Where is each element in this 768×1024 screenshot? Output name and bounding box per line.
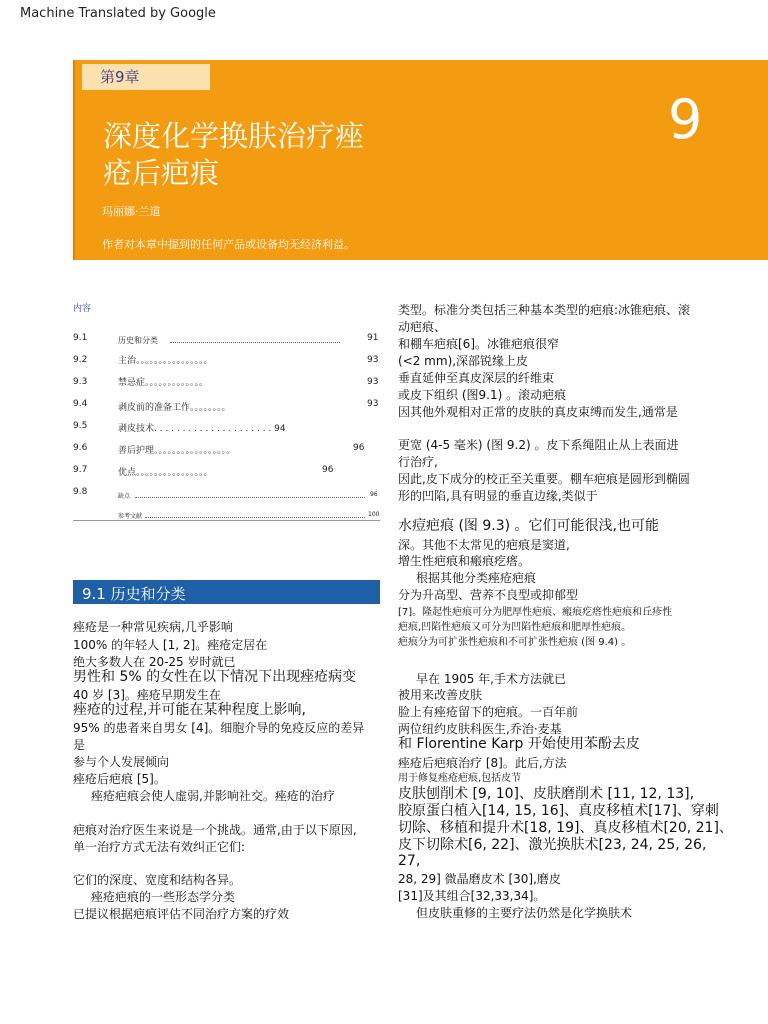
body-line: 根据其他分类痤疮疤痕: [416, 571, 537, 585]
toc-title: 剥皮前的准备工作。。。。。。。。: [118, 403, 231, 413]
toc-num: 9.5: [73, 421, 88, 431]
disclaimer: 作者对本章中提到的任何产品或设备均无经济利益。: [102, 238, 355, 251]
toc-title: 剥皮技术. . . . . . . . . . . . . . . . . . . . . 94: [118, 424, 286, 434]
chapter-title-line1: 深度化学换肤治疗痤: [103, 119, 365, 153]
banner-edge: [73, 60, 75, 260]
body-line: 40 岁 [3]。痤疮早期发生在: [73, 688, 221, 702]
section-title: 9.1 历史和分类: [82, 585, 186, 603]
toc-leader: [145, 517, 365, 518]
body-line: 痤疮疤痕会使人虚弱,并影响社交。痤疮的治疗: [91, 789, 335, 803]
body-line: 但皮肤重修的主要疗法仍然是化学换肤术: [416, 906, 633, 920]
body-line: 垂直延伸至真皮深层的纤维束: [398, 371, 555, 385]
body-line: 参与个人发展倾向: [73, 755, 170, 769]
body-line: 单一治疗方式无法有效纠正它们:: [73, 840, 246, 854]
machine-translated-label: Machine Translated by Google: [20, 6, 216, 21]
toc-page: 96: [370, 491, 378, 498]
toc-page: 96: [353, 443, 365, 453]
body-line: 因此,皮下成分的校正至关重要。棚车疤痕是圆形到椭圆: [398, 472, 690, 486]
body-line: 增生性疤痕和瘢痕疙瘩。: [398, 554, 531, 568]
chapter-number: 9: [668, 88, 703, 151]
body-line: 疤痕对治疗医生来说是一个挑战。通常,由于以下原因,: [73, 823, 357, 837]
body-line: 100% 的年轻人 [1, 2]。痤疮定居在: [73, 638, 268, 652]
chapter-label: 第9章: [100, 68, 140, 86]
body-line: 男性和 5% 的女性在以下情况下出现痤疮病变: [73, 669, 357, 685]
body-line: 和 Florentine Karp 开始使用苯酚去皮: [398, 736, 640, 752]
body-line: 因其他外观相对正常的皮肤的真皮束缚而发生,通常是: [398, 405, 678, 419]
body-line: 分为升高型、营养不良型或抑郁型: [398, 588, 579, 602]
toc-page: 96: [322, 465, 334, 475]
toc-page: 91: [367, 333, 379, 343]
toc-num: 9.4: [73, 399, 88, 409]
toc-num: 9.7: [73, 465, 88, 475]
toc-title: 优点。。。。。。。。。。。。。。。。: [118, 468, 213, 478]
body-line: 两位纽约皮肤科医生,乔治·麦基: [398, 722, 562, 736]
toc-page: 100: [368, 511, 380, 518]
body-line: 痤疮疤痕的一些形态学分类: [91, 890, 236, 904]
body-line: 疤痕,凹陷性疤痕又可分为凹陷性疤痕和肥厚性疤痕。: [398, 622, 632, 633]
toc-num: 9.1: [73, 333, 88, 343]
toc-num: 9.3: [73, 377, 88, 387]
chapter-title-line2: 疮后疤痕: [103, 156, 220, 190]
body-line: 行治疗,: [398, 455, 438, 469]
body-line: 类型。标准分类包括三种基本类型的疤痕:冰锥疤痕、滚: [398, 303, 691, 317]
toc-title: 缺点: [118, 493, 131, 500]
toc-title: 禁忌症。。。。。。。。。。。。。: [118, 378, 209, 388]
toc-heading: 内容: [73, 304, 92, 314]
body-line: 绝大多数人在 20-25 岁时就已: [73, 655, 236, 669]
body-line: (<2 mm),深部锐缘上皮: [398, 354, 529, 368]
body-line: 95% 的患者来自男女 [4]。细胞介导的免疫反应的差异: [73, 721, 365, 735]
toc-page: 93: [367, 399, 379, 409]
toc-title: 善后护理。。。。。。。。。。。。。。。。。: [118, 446, 236, 456]
body-line: [7]。隆起性疤痕可分为肥厚性疤痕、瘢痕疙瘩性疤痕和丘疹性: [398, 607, 673, 618]
author: 玛丽娜·兰道: [102, 205, 161, 218]
toc-title: 历史和分类: [118, 336, 158, 345]
body-line: 脸上有痤疮留下的疤痕。一百年前: [398, 705, 579, 719]
body-line: 疤痕分为可扩张性疤痕和不可扩张性疤痕 (图 9.4) 。: [398, 637, 632, 648]
toc-title: 参考文献: [118, 513, 143, 520]
body-line: 痤疮后疤痕 [5]。: [73, 772, 166, 786]
body-line: 痤疮的过程,并可能在某种程度上影响,: [73, 702, 306, 718]
body-line: 胶原蛋白植入[14, 15, 16]、真皮移植术[17]、穿刺: [398, 803, 719, 819]
body-line: 是: [73, 738, 86, 752]
body-line: 皮下切除术[6, 22]、激光换肤术[23, 24, 25, 26,: [398, 837, 707, 853]
body-line: 已提议根据疤痕评估不同治疗方案的疗效: [73, 907, 290, 921]
body-line: 或皮下组织 (图9.1) 。滚动疤痕: [398, 388, 567, 402]
body-line: 和棚车疤痕[6]。冰锥疤痕很窄: [398, 337, 559, 351]
body-line: 被用来改善皮肤: [398, 688, 483, 702]
body-line: 切除、移植和提升术[18, 19]、真皮移植术[20, 21]、: [398, 820, 733, 836]
body-line: 痤疮后疤痕治疗 [8]。此后,方法: [398, 756, 567, 770]
body-line: 水痘疤痕 (图 9.3) 。它们可能很浅,也可能: [398, 518, 659, 534]
toc-leader: [170, 342, 340, 343]
body-line: 用于修复痤疮疤痕,包括皮节: [398, 773, 522, 784]
body-line: 痤疮是一种常见疾病,几乎影响: [73, 620, 233, 634]
toc-page: 93: [367, 355, 379, 365]
toc-num: 9.2: [73, 355, 88, 365]
body-line: 更宽 (4-5 毫米) (图 9.2) 。皮下系绳阻止从上表面进: [398, 438, 679, 452]
toc-num: 9.6: [73, 443, 88, 453]
toc-leader: [135, 497, 365, 498]
body-line: 早在 1905 年,手术方法就已: [416, 672, 566, 686]
body-line: 深。其他不太常见的疤痕是窦道,: [398, 538, 570, 552]
body-line: 皮肤刨削术 [9, 10]、皮肤磨削术 [11, 12, 13],: [398, 786, 695, 802]
toc-title: 主治。。。。。。。。。。。。。。。。: [118, 356, 213, 366]
body-line: [31]及其组合[32,33,34]。: [398, 889, 546, 903]
toc-divider: [73, 520, 380, 521]
toc-page: 93: [367, 377, 379, 387]
body-line: 28, 29] 微晶磨皮术 [30],磨皮: [398, 872, 561, 886]
toc-num: 9.8: [73, 487, 88, 497]
body-line: 动疤痕、: [398, 320, 447, 334]
body-line: 形的凹陷,具有明显的垂直边缘,类似于: [398, 489, 598, 503]
body-line: 27,: [398, 853, 421, 869]
body-line: 它们的深度、宽度和结构各异。: [73, 873, 242, 887]
